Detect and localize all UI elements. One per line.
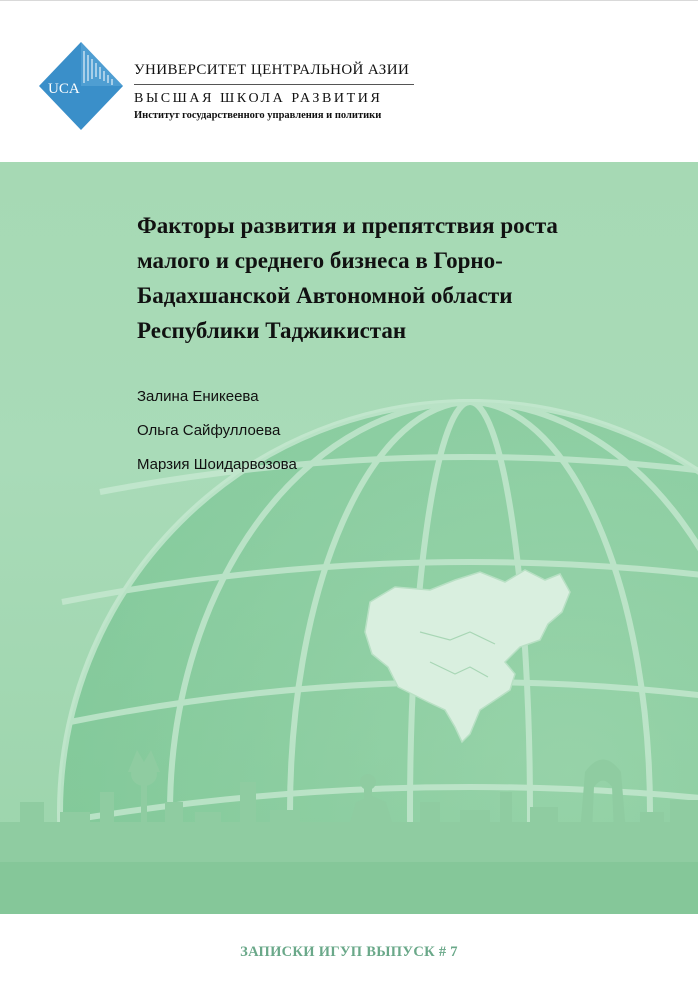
logo-text: UCA (48, 81, 80, 97)
author-name: Залина Еникеева (137, 388, 259, 405)
series-label: ЗАПИСКИ ИГУП ВЫПУСК # 7 (240, 944, 458, 960)
university-name: УНИВЕРСИТЕТ ЦЕНТРАЛЬНОЙ АЗИИ (134, 62, 410, 78)
school-name: ВЫСШАЯ ШКОЛА РАЗВИТИЯ (134, 91, 383, 106)
institute-name: Институт государственного управления и политики (134, 110, 382, 121)
author-name: Ольга Сайфуллоева (137, 422, 281, 439)
author-list (137, 387, 297, 489)
cover-header (0, 0, 698, 162)
title-line: Бадахшанской Автономной области (137, 283, 513, 308)
title-line: малого и среднего бизнеса в Горно- (137, 248, 503, 273)
cover-footer (0, 914, 698, 1002)
title-line: Республики Таджикистан (137, 318, 407, 343)
report-title (137, 208, 617, 348)
author-name: Марзия Шоидарвозова (137, 456, 297, 473)
title-line: Факторы развития и препятствия роста (137, 213, 558, 238)
uca-logo (38, 41, 124, 131)
org-divider (134, 84, 414, 85)
organization-block (134, 60, 414, 123)
